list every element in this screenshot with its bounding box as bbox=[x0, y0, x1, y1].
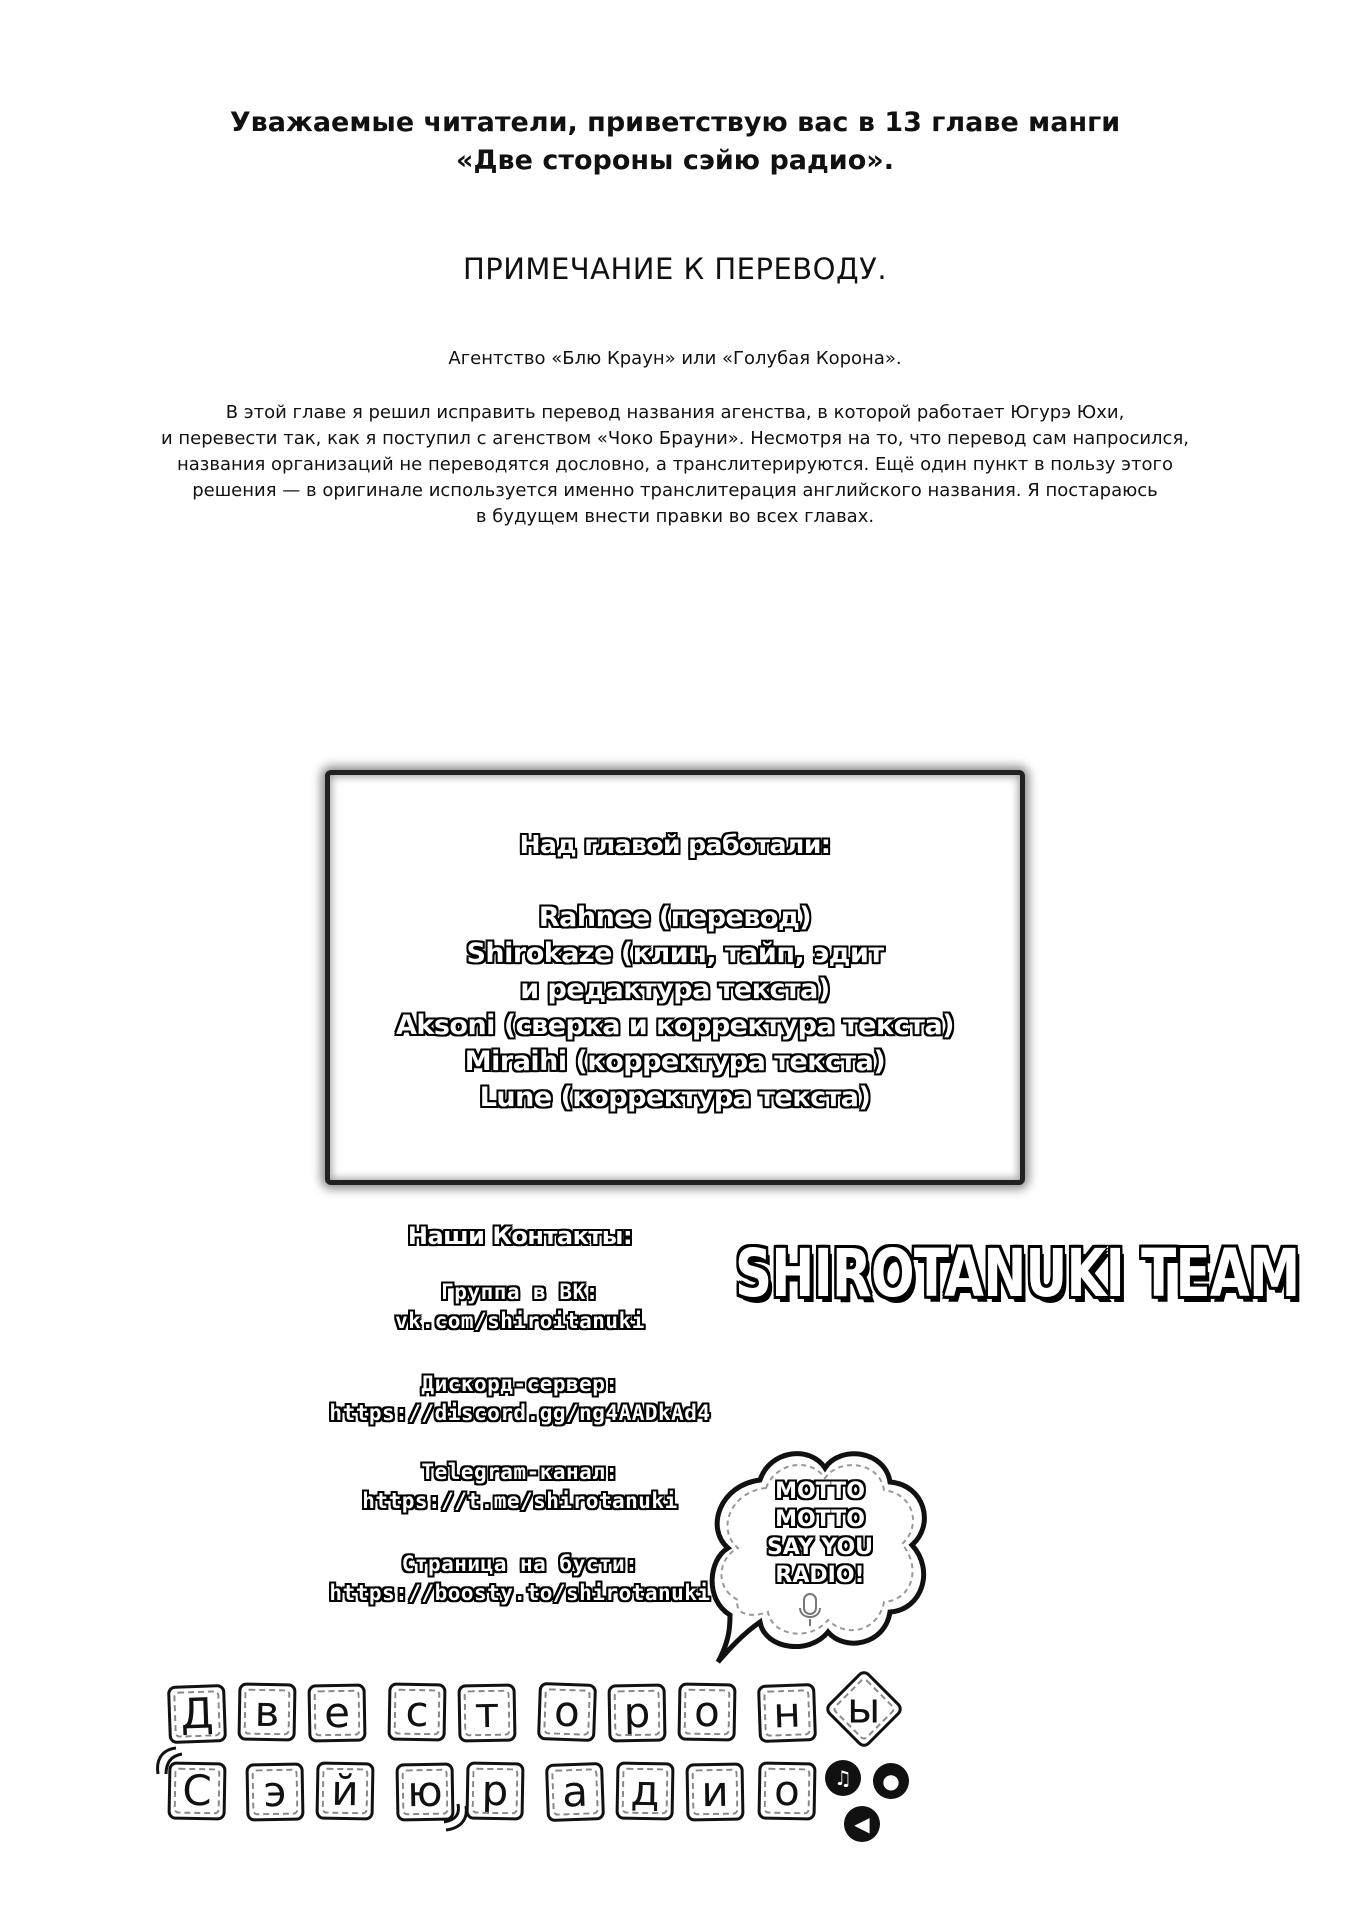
credit-line: Miraihi (корректура текста) bbox=[464, 1046, 886, 1077]
title-letter-tile: о bbox=[537, 1682, 597, 1742]
title-letter-tile: р bbox=[465, 1761, 524, 1820]
credits-box bbox=[325, 770, 1025, 1185]
team-logo: SHIROTANUKI TEAM bbox=[735, 1235, 1300, 1312]
note-line: и перевести так, как я поступил с агенством «Чоко Брауни». Несмотря на то, что перевод сам напросился, bbox=[160, 428, 1190, 449]
title-letter-tile: о bbox=[757, 1761, 816, 1820]
cloud-line: MOTTO bbox=[775, 1507, 865, 1532]
cloud-text bbox=[725, 1478, 915, 1590]
microphone-icon bbox=[796, 1592, 824, 1628]
title-letter-tile: е bbox=[307, 1683, 366, 1742]
title-letter-tile: в bbox=[237, 1682, 296, 1741]
contact-link[interactable]: https://t.me/shirotanuki bbox=[362, 1489, 678, 1513]
credits-heading: Над главой работали: bbox=[519, 830, 831, 859]
title-letter-tile: а bbox=[545, 1762, 605, 1822]
contact-label: Группа в ВК: bbox=[441, 1280, 599, 1304]
credit-line: Shirokaze (клин, тайп, эдит bbox=[466, 938, 884, 969]
contact-link[interactable]: vk.com/shiroitanuki bbox=[395, 1309, 645, 1333]
credit-line: Lune (корректура текста) bbox=[479, 1082, 871, 1113]
title-letter-tile: С bbox=[167, 1761, 226, 1820]
title-letter-tile: ю bbox=[395, 1762, 454, 1821]
contact-link[interactable]: https://discord.gg/ng4AADkAd4 bbox=[329, 1401, 711, 1425]
credit-line: Rahnee (перевод) bbox=[538, 902, 812, 933]
title-letter-tile: р bbox=[607, 1683, 666, 1742]
contact-label: Страница на бусти: bbox=[401, 1552, 639, 1576]
title-letter: ы bbox=[847, 1683, 881, 1733]
sound-wave-icon bbox=[440, 1800, 480, 1840]
title-letter-tile: д bbox=[615, 1761, 674, 1820]
note-line: В этой главе я решил исправить перевод названия агенства, в которой работает Югурэ Юхи, bbox=[225, 402, 1125, 423]
contacts-heading: Наши Контакты: bbox=[407, 1222, 633, 1250]
translation-note-agency: Агентство «Блю Краун» или «Голубая Корона». bbox=[448, 348, 902, 369]
credits-list bbox=[330, 900, 1020, 1116]
title-letter-tile: с bbox=[387, 1682, 446, 1741]
cloud-line: SAY YOU bbox=[766, 1535, 874, 1560]
contact-label: Telegram-канал: bbox=[421, 1460, 619, 1484]
note-line: названия организаций не переводятся дословно, а транслитерируются. Ещё один пункт в пользу этого bbox=[176, 454, 1173, 475]
title-letter-tile: т bbox=[457, 1683, 516, 1742]
contact-discord bbox=[240, 1370, 800, 1428]
contact-vk bbox=[240, 1278, 800, 1336]
title-letter-tile bbox=[823, 1668, 905, 1750]
translation-note-title: ПРИМЕЧАНИЕ К ПЕРЕВОДУ. bbox=[462, 252, 888, 286]
title-letter-tile: о bbox=[677, 1682, 736, 1741]
greeting-line-1: Уважаемые читатели, приветствую вас в 13 главе манги bbox=[229, 107, 1121, 138]
greeting bbox=[0, 104, 1350, 180]
music-note-icon: ♫ bbox=[825, 1760, 861, 1796]
title-letter-tile: и bbox=[685, 1762, 744, 1821]
title-letter-tile: э bbox=[245, 1762, 304, 1821]
note-line: решения — в оригинале используется именно транслитерация английского названия. Я постараюсь bbox=[192, 480, 1158, 501]
contact-link[interactable]: https://boosty.to/shirotanuki bbox=[329, 1581, 711, 1605]
title-letter-tile: н bbox=[757, 1683, 817, 1743]
contact-label: Дискорд-сервер: bbox=[421, 1372, 619, 1396]
cloud-line: RADIO! bbox=[775, 1563, 865, 1588]
note-line: в будущем внести правки во всех главах. bbox=[475, 506, 875, 527]
credit-line: Aksoni (сверка и корректура текста) bbox=[395, 1010, 955, 1041]
greeting-line-2: «Две стороны сэйю радио». bbox=[456, 145, 894, 176]
title-letter-tile: Д bbox=[167, 1684, 227, 1744]
microphone-icon: ● bbox=[873, 1763, 909, 1799]
cloud-line: MOTTO bbox=[775, 1479, 865, 1504]
speaker-icon: ◀ bbox=[844, 1806, 880, 1842]
translation-note-body bbox=[100, 400, 1250, 530]
sound-wave-icon bbox=[148, 1740, 188, 1780]
credit-line: и редактура текста) bbox=[520, 974, 830, 1005]
title-letter-tile: й bbox=[315, 1761, 374, 1820]
